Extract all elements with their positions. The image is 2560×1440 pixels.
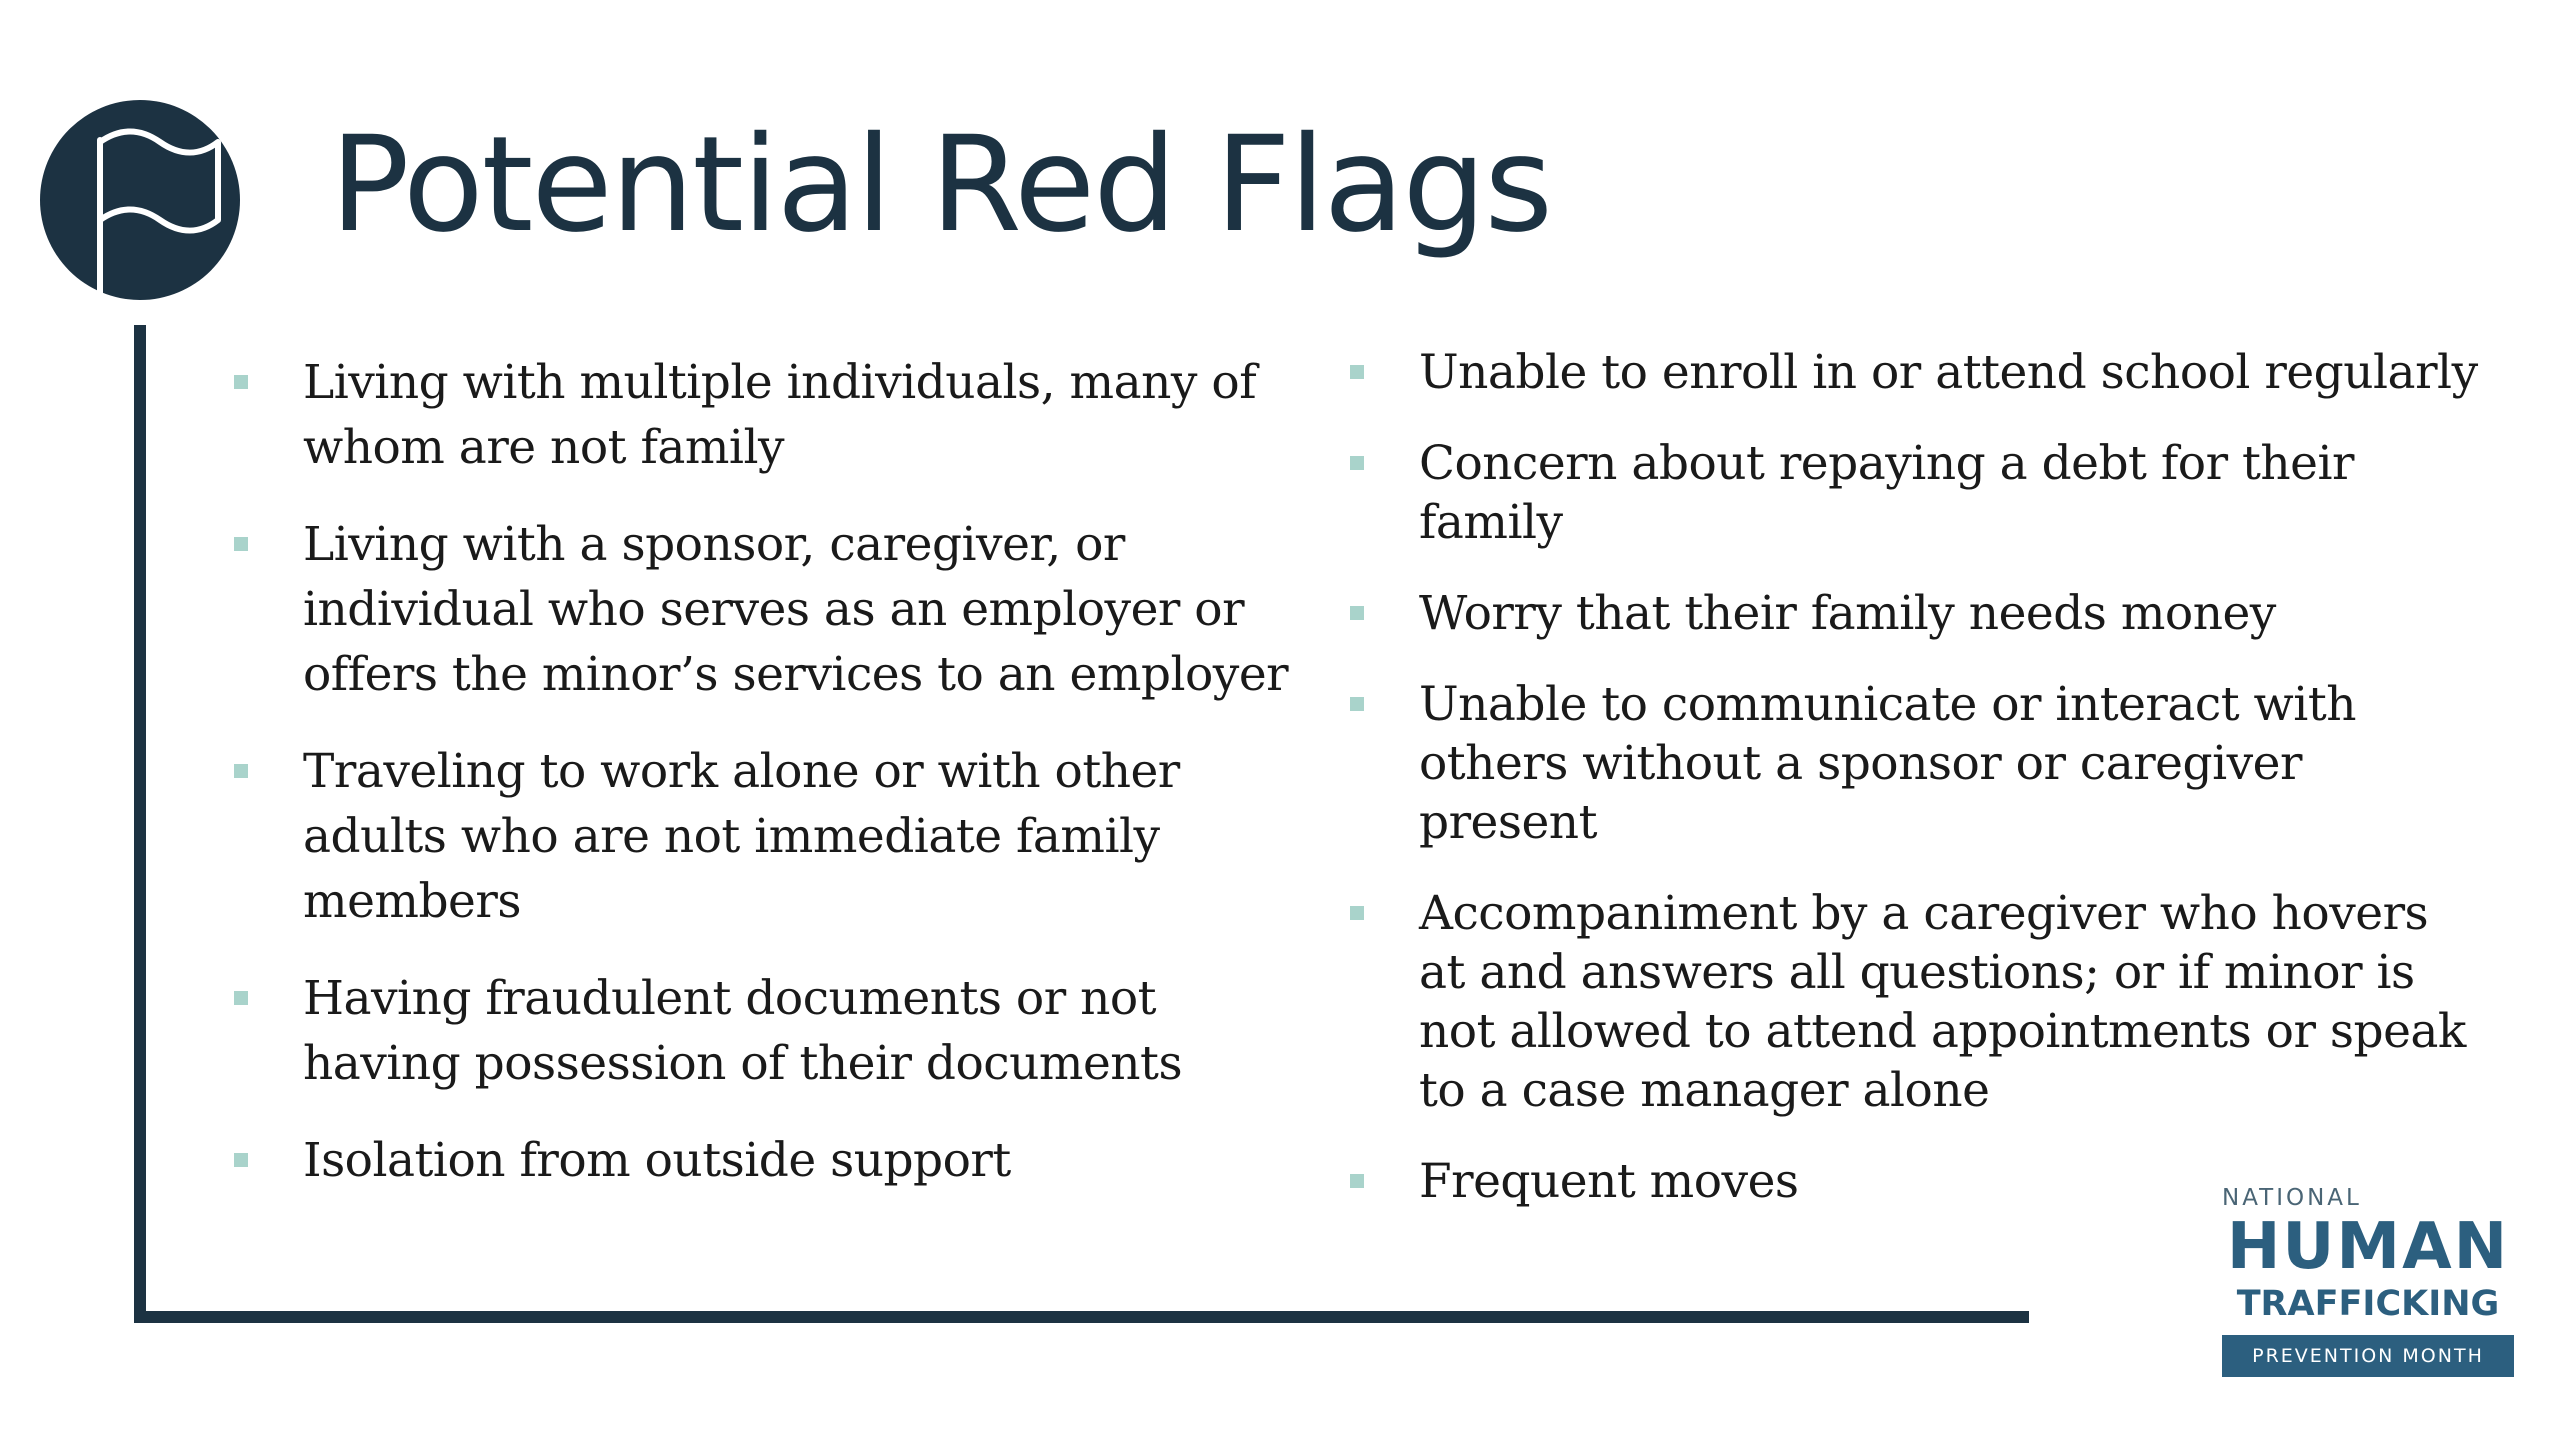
- list-item-text: Traveling to work alone or with other adults who are not immediate family members: [303, 744, 1180, 929]
- bullet-icon: [1350, 697, 1364, 711]
- list-item-text: Living with a sponsor, caregiver, or individual who serves as an employer or offers the minor’s services to an employer: [303, 517, 1289, 702]
- list-item: [234, 512, 1294, 707]
- bullet-icon: [234, 537, 248, 551]
- list-item-text: Worry that their family needs money: [1419, 586, 2276, 641]
- logo-national: NATIONAL: [2222, 1185, 2362, 1211]
- frame-vertical-line: [134, 325, 146, 1323]
- prevention-month-logo: [2222, 1183, 2514, 1377]
- page-title: Potential Red Flags: [330, 108, 1552, 262]
- logo-trafficking: TRAFFICKING: [2236, 1284, 2500, 1324]
- list-item-text: Having fraudulent documents or not having possession of their documents: [303, 971, 1183, 1091]
- bullet-icon: [234, 1153, 248, 1167]
- list-item-text: Unable to enroll in or attend school regularly: [1419, 345, 2478, 400]
- frame-horizontal-line: [134, 1311, 2029, 1323]
- bullet-icon: [234, 375, 248, 389]
- list-item: [1350, 584, 2480, 643]
- logo-prevention-month: PREVENTION MONTH: [2222, 1335, 2514, 1377]
- list-item-text: Unable to communicate or interact with others without a sponsor or caregiver present: [1419, 677, 2356, 850]
- logo-human: HUMAN: [2226, 1210, 2510, 1284]
- bullet-icon: [234, 764, 248, 778]
- right-flag-list: [1350, 343, 2480, 1243]
- bullet-icon: [1350, 456, 1364, 470]
- flag-badge: [40, 100, 240, 300]
- list-item-text: Frequent moves: [1419, 1154, 1799, 1209]
- left-flag-list: [234, 350, 1294, 1225]
- list-item: [1350, 343, 2480, 402]
- flag-icon: [40, 100, 240, 300]
- list-item-text: Concern about repaying a debt for their family: [1419, 436, 2354, 550]
- list-item: [234, 350, 1294, 480]
- list-item-text: Living with multiple individuals, many of whom are not family: [303, 355, 1257, 475]
- bullet-icon: [1350, 906, 1364, 920]
- bullet-icon: [1350, 1174, 1364, 1188]
- list-item: [234, 1128, 1294, 1193]
- list-item: [1350, 434, 2480, 552]
- bullet-icon: [234, 991, 248, 1005]
- list-item-text: Isolation from outside support: [303, 1133, 1011, 1188]
- list-item: [234, 966, 1294, 1096]
- list-item-text: Accompaniment by a caregiver who hovers at and answers all questions; or if minor is not allowed to attend appointments or speak to a case manager alone: [1419, 886, 2466, 1118]
- list-item: [1350, 675, 2480, 852]
- bullet-icon: [1350, 365, 1364, 379]
- bullet-icon: [1350, 606, 1364, 620]
- list-item: [1350, 884, 2480, 1120]
- list-item: [234, 739, 1294, 934]
